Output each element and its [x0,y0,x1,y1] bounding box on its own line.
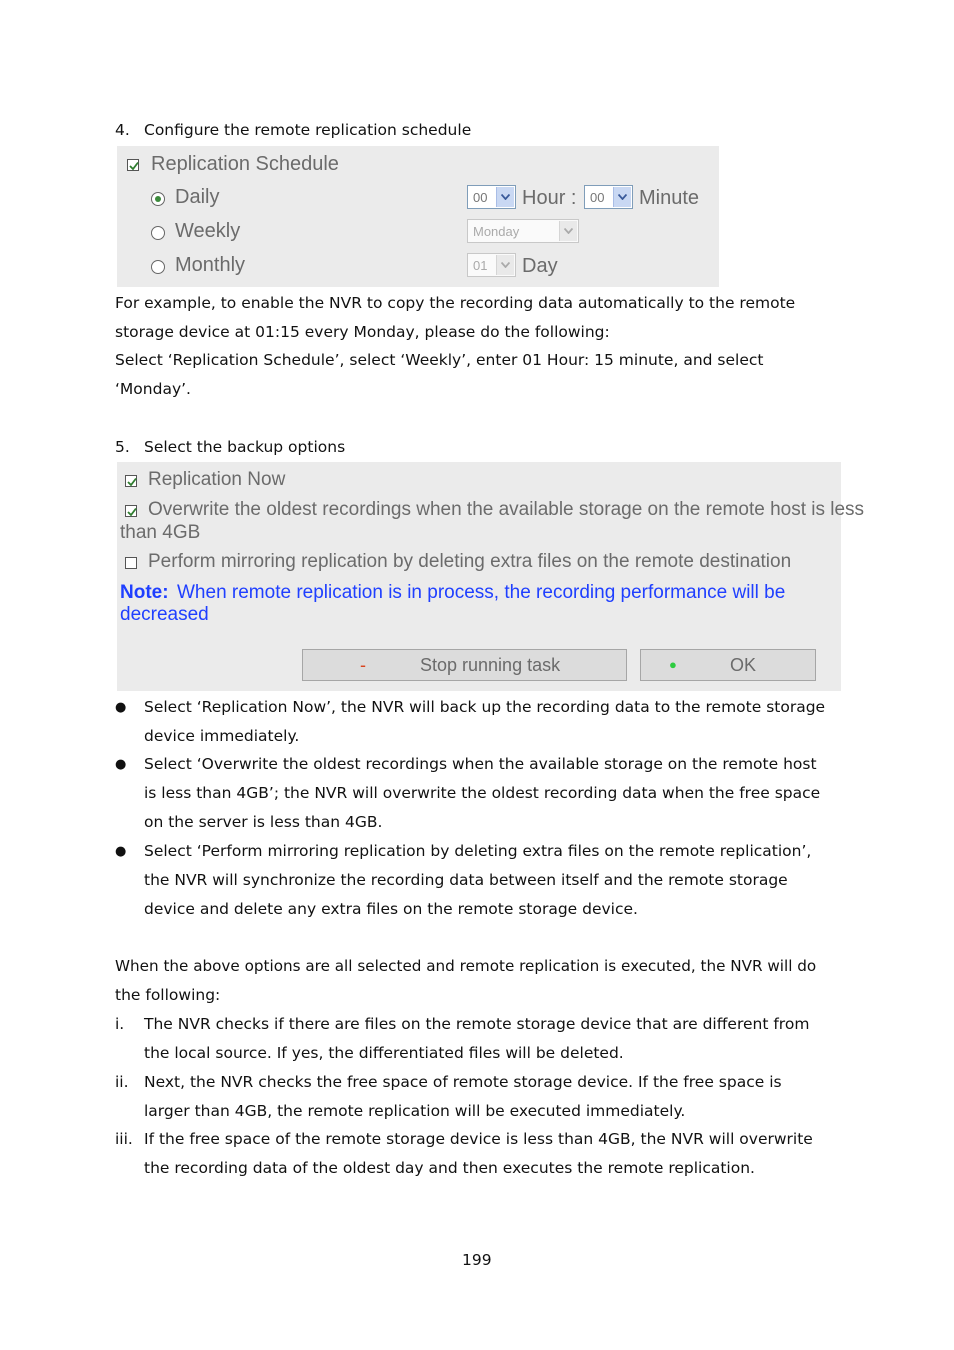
note-text-cont: decreased [120,604,209,625]
bullet-text: the NVR will synchronize the recording data between itself and the remote storage [144,871,788,889]
summary-line: When the above options are all selected and remote replication is executed, the NVR will do [115,957,817,975]
bullet-text: device immediately. [144,727,300,745]
list-item-text: the recording data of the oldest day and then executes the remote replication. [144,1159,755,1177]
checkmark-icon [126,506,138,518]
overwrite-label-cont: than 4GB [120,522,201,543]
list-item-text: the local source. If yes, the differentiated files will be deleted. [144,1044,624,1062]
replication-schedule-panel [117,146,719,287]
list-item-text: larger than 4GB, the remote replication will be executed immediately. [144,1102,686,1120]
mirroring-checkbox[interactable] [125,557,137,569]
daily-label: Daily [175,186,220,208]
overwrite-checkbox[interactable] [125,505,137,517]
minus-icon: - [360,655,366,675]
bullet-text: Select ‘Perform mirroring replication by deleting extra files on the remote replication’, [144,842,812,860]
chevron-down-icon [613,187,631,207]
minute-select[interactable] [584,185,633,209]
stop-running-task-button[interactable] [302,649,627,681]
step5-number: 5. [115,438,130,456]
list-marker: iii. [115,1130,133,1148]
chevron-down-icon [559,221,577,241]
bullet-text: Select ‘Replication Now’, the NVR will back up the recording data to the remote storage [144,698,826,716]
example-line: ‘Monday’. [115,380,191,398]
list-marker: ii. [115,1073,129,1091]
ok-button[interactable] [640,649,816,681]
weekly-radio[interactable] [151,226,165,240]
chevron-down-icon [496,187,514,207]
page-number: 199 [462,1251,492,1269]
summary-line: the following: [115,986,221,1004]
bullet-icon: ● [115,757,127,772]
weekly-label: Weekly [175,220,241,242]
weekday-value: Monday [473,224,520,239]
day-label: Day [522,255,558,277]
list-item-text: Next, the NVR checks the free space of remote storage device. If the free space is [144,1073,782,1091]
example-line: storage device at 01:15 every Monday, please do the following: [115,323,610,341]
replication-now-checkbox[interactable] [125,475,137,487]
chevron-down-icon [496,255,514,275]
radio-selected-dot [155,196,161,202]
step4-title: Configure the remote replication schedule [144,121,472,139]
bullet-icon: ● [115,844,127,859]
step5-title: Select the backup options [144,438,346,456]
mirroring-label: Perform mirroring replication by deleting extra files on the remote destination [148,551,792,572]
bullet-text: on the server is less than 4GB. [144,813,383,831]
monthly-label: Monthly [175,254,246,276]
ok-label: OK [730,655,757,675]
bullet-text: is less than 4GB’; the NVR will overwrite the oldest recording data when the free space [144,784,821,802]
list-item-text: The NVR checks if there are files on the remote storage device that are different from [144,1015,810,1033]
note-label: Note: [120,582,169,603]
bullet-icon: ● [115,700,127,715]
overwrite-label: Overwrite the oldest recordings when the available storage on the remote host is less [148,499,865,520]
minute-label: Minute [639,187,700,209]
stop-running-task-label: Stop running task [420,655,561,675]
checkmark-icon [128,160,140,172]
backup-options-panel [117,462,865,691]
list-item-text: If the free space of the remote storage device is less than 4GB, the NVR will overwrite [144,1130,813,1148]
replication-schedule-checkbox[interactable] [127,159,139,171]
weekday-select[interactable] [467,219,579,243]
replication-now-label: Replication Now [148,469,286,490]
note-text: When remote replication is in process, the recording performance will be [177,582,786,603]
bullet-text: device and delete any extra files on the remote storage device. [144,900,638,918]
daily-radio[interactable] [151,192,165,206]
green-dot-icon: ● [669,657,677,672]
hour-label: Hour : [522,187,577,209]
day-value: 01 [473,258,488,273]
minute-value: 00 [590,190,605,205]
monthly-radio[interactable] [151,260,165,274]
hour-select[interactable] [467,185,516,209]
replication-schedule-label: Replication Schedule [151,153,339,175]
example-line: For example, to enable the NVR to copy the recording data automatically to the remote [115,294,796,312]
day-select[interactable] [467,253,516,277]
example-line: Select ‘Replication Schedule’, select ‘Weekly’, enter 01 Hour: 15 minute, and select [115,351,764,369]
list-marker: i. [115,1015,125,1033]
step4-number: 4. [115,121,130,139]
hour-value: 00 [473,190,488,205]
checkmark-icon [126,476,138,488]
bullet-text: Select ‘Overwrite the oldest recordings when the available storage on the remote host [144,755,817,773]
